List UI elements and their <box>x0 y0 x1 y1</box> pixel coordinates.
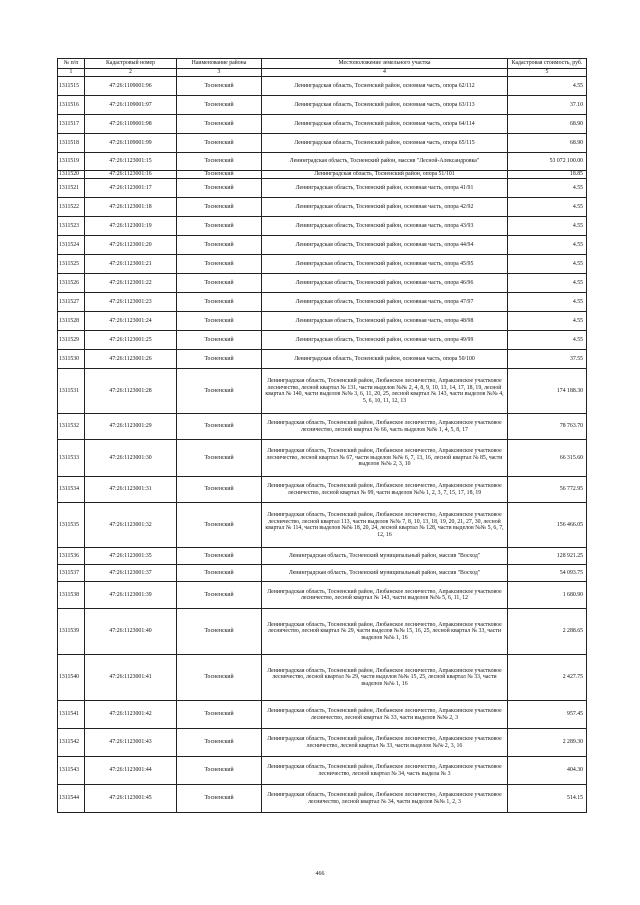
cadastral-value: 957.45 <box>508 701 587 729</box>
cadastral-number: 47:26:1123001:17 <box>85 179 177 198</box>
location-text: Ленинградская область, Тосненский район, Любанское лесничество, Апраксинское участковое лесничество, лесной квартал 113, части выделов №№ 7, 8, 10, 13, 18, 19, 20, 21, 27, 30, лесной квартал № 114, части выделов №№ 18, 20, 24, лесной квартал № 128, части выделов №№ 5, 6, 7, 12, 16 <box>262 503 508 548</box>
table-row <box>58 179 587 198</box>
district-name: Тосненский <box>177 477 262 503</box>
row-number: 1311515 <box>58 77 85 96</box>
row-number: 1311543 <box>58 757 85 785</box>
cadastral-value: 4.55 <box>508 236 587 255</box>
location-text: Ленинградская область, Тосненский район, основная часть, опора 48/98 <box>262 312 508 331</box>
location-text: Ленинградская область, Тосненский район, Любанское лесничество, Апраксинское участковое лесничество, лесной квартал № 143, части выделов №№ 5, 6, 11, 12 <box>262 582 508 609</box>
district-name: Тосненский <box>177 134 262 153</box>
table-row <box>58 785 587 813</box>
table-header <box>58 59 587 77</box>
location-text: Ленинградская область, Тосненский район, основная часть, опора 41/91 <box>262 179 508 198</box>
row-number: 1311523 <box>58 217 85 236</box>
row-number: 1311536 <box>58 548 85 565</box>
location-text: Ленинградская область, Тосненский район, опора 51/101 <box>262 171 508 179</box>
table-row <box>58 757 587 785</box>
cadastral-number: 47:26:1123001:25 <box>85 331 177 350</box>
table-row <box>58 274 587 293</box>
cadastral-number: 47:26:1123001:39 <box>85 582 177 609</box>
district-name: Тосненский <box>177 77 262 96</box>
cadastral-number: 47:26:1123001:24 <box>85 312 177 331</box>
location-text: Ленинградская область, Тосненский район, основная часть, опора 49/99 <box>262 331 508 350</box>
header-col-number: 2 <box>85 69 177 77</box>
table-row <box>58 293 587 312</box>
row-number: 1311532 <box>58 414 85 440</box>
cadastral-value: 2 289.30 <box>508 729 587 757</box>
row-number: 1311525 <box>58 255 85 274</box>
table-body <box>58 77 587 813</box>
table-row <box>58 96 587 115</box>
row-number: 1311530 <box>58 350 85 369</box>
cadastral-number: 47:26:1123001:21 <box>85 255 177 274</box>
location-text: Ленинградская область, Тосненский район, Любанское лесничество, Апраксинское участковое лесничество, лесной квартал № 33, части выделов №№ 2, 3 <box>262 701 508 729</box>
location-text: Ленинградская область, Тосненский район, основная часть, опора 43/93 <box>262 217 508 236</box>
district-name: Тосненский <box>177 293 262 312</box>
table-row <box>58 701 587 729</box>
row-number: 1311526 <box>58 274 85 293</box>
district-name: Тосненский <box>177 274 262 293</box>
district-name: Тосненский <box>177 115 262 134</box>
table-row <box>58 255 587 274</box>
table-row <box>58 217 587 236</box>
row-number: 1311534 <box>58 477 85 503</box>
cadastral-value: 1 680.90 <box>508 582 587 609</box>
row-number: 1311529 <box>58 331 85 350</box>
cadastral-number: 47:26:1123001:43 <box>85 729 177 757</box>
cadastral-number: 47:26:1123001:29 <box>85 414 177 440</box>
location-text: Ленинградская область, Тосненский район, Любанское лесничество, Апраксинское участковое лесничество, лесной квартал № 34, части выделов №№ 1, 2, 3 <box>262 785 508 813</box>
row-number: 1311540 <box>58 655 85 701</box>
cadastral-value: 404.30 <box>508 757 587 785</box>
cadastral-number: 47:26:1123001:37 <box>85 565 177 582</box>
district-name: Тосненский <box>177 729 262 757</box>
row-number: 1311531 <box>58 369 85 414</box>
cadastral-value: 2 288.65 <box>508 609 587 655</box>
table-row <box>58 503 587 548</box>
table-row <box>58 198 587 217</box>
header-cadastral-number: Кадастровый номер <box>85 59 177 69</box>
table-row <box>58 582 587 609</box>
header-col-number: 5 <box>508 69 587 77</box>
cadastral-number: 47:26:1123001:31 <box>85 477 177 503</box>
table-row <box>58 729 587 757</box>
district-name: Тосненский <box>177 440 262 477</box>
header-num: № п/п <box>58 59 85 69</box>
cadastral-number: 47:26:1123001:20 <box>85 236 177 255</box>
cadastral-number: 47:26:1123001:15 <box>85 153 177 171</box>
table-row <box>58 236 587 255</box>
row-number: 1311538 <box>58 582 85 609</box>
location-text: Ленинградская область, Тосненский район, основная часть, опора 62/112 <box>262 77 508 96</box>
table-row <box>58 548 587 565</box>
header-location: Местоположение земельного участка <box>262 59 508 69</box>
cadastral-number: 47:26:1123001:35 <box>85 548 177 565</box>
cadastral-value: 68.90 <box>508 134 587 153</box>
cadastral-value: 78 763.70 <box>508 414 587 440</box>
cadastral-value: 37.10 <box>508 96 587 115</box>
district-name: Тосненский <box>177 582 262 609</box>
cadastral-value: 4.55 <box>508 255 587 274</box>
row-number: 1311535 <box>58 503 85 548</box>
row-number: 1311528 <box>58 312 85 331</box>
cadastral-number: 47:26:1123001:28 <box>85 369 177 414</box>
location-text: Ленинградская область, Тосненский муниципальный район, массив "Восход" <box>262 565 508 582</box>
location-text: Ленинградская область, Тосненский район, основная часть, опора 65/115 <box>262 134 508 153</box>
cadastral-value: 53 072 100.00 <box>508 153 587 171</box>
district-name: Тосненский <box>177 350 262 369</box>
location-text: Ленинградская область, Тосненский район, основная часть, опора 42/92 <box>262 198 508 217</box>
cadastral-value: 4.55 <box>508 198 587 217</box>
location-text: Ленинградская область, Тосненский район, Любанское лесничество, Апраксинское участковое лесничество, лесной квартал № 29, части выделов №№ 15, 16, 25, лесной квартал № 33, части выделов №№ 1, 16 <box>262 609 508 655</box>
cadastral-number: 47:26:1123001:42 <box>85 701 177 729</box>
row-number: 1311541 <box>58 701 85 729</box>
row-number: 1311516 <box>58 96 85 115</box>
cadastral-value: 56 772.95 <box>508 477 587 503</box>
cadastral-value: 4.55 <box>508 77 587 96</box>
district-name: Тосненский <box>177 96 262 115</box>
cadastral-number: 47:26:1123001:30 <box>85 440 177 477</box>
cadastral-value: 68.90 <box>508 115 587 134</box>
district-name: Тосненский <box>177 414 262 440</box>
district-name: Тосненский <box>177 701 262 729</box>
header-value: Кадастровая стоимость, руб. <box>508 59 587 69</box>
district-name: Тосненский <box>177 217 262 236</box>
cadastral-value: 514.15 <box>508 785 587 813</box>
cadastral-number: 47:26:1109001:96 <box>85 77 177 96</box>
district-name: Тосненский <box>177 331 262 350</box>
district-name: Тосненский <box>177 198 262 217</box>
table-row <box>58 655 587 701</box>
table-row <box>58 350 587 369</box>
row-number: 1311517 <box>58 115 85 134</box>
cadastral-value: 4.55 <box>508 331 587 350</box>
location-text: Ленинградская область, Тосненский район, массив "Лесной-Александровка" <box>262 153 508 171</box>
location-text: Ленинградская область, Тосненский район, основная часть, опора 50/100 <box>262 350 508 369</box>
district-name: Тосненский <box>177 757 262 785</box>
table-row <box>58 369 587 414</box>
district-name: Тосненский <box>177 312 262 331</box>
table-row <box>58 440 587 477</box>
table-row <box>58 153 587 171</box>
row-number: 1311537 <box>58 565 85 582</box>
cadastral-value: 128 921.25 <box>508 548 587 565</box>
location-text: Ленинградская область, Тосненский район, Любанское лесничество, Апраксинское участковое лесничество, лесной квартал № 67, части выделов №№ 6, 7, 13, 16, лесной квартал № 85, части выделов №№ 2, 3, 10 <box>262 440 508 477</box>
location-text: Ленинградская область, Тосненский район, основная часть, опора 47/97 <box>262 293 508 312</box>
district-name: Тосненский <box>177 548 262 565</box>
cadastral-value: 4.55 <box>508 217 587 236</box>
location-text: Ленинградская область, Тосненский район, Любанское лесничество, Апраксинское участковое лесничество, лесной квартал № 131, части выделов №№ 2, 4, 8, 9, 10, 13, 14, 17, 18, 19, лесной квартал № 140, части выделов №№ 3, 6, 11, 20, 25, лесной квартал № 143, части выделов №№ 4, 5, 6, 10, 11, 12, 13 <box>262 369 508 414</box>
location-text: Ленинградская область, Тосненский район, Любанское лесничество, Апраксинское участковое лесничество, лесной квартал № 33, части выделов №№ 2, 3, 16 <box>262 729 508 757</box>
district-name: Тосненский <box>177 609 262 655</box>
cadastral-value: 4.55 <box>508 179 587 198</box>
district-name: Тосненский <box>177 255 262 274</box>
district-name: Тосненский <box>177 369 262 414</box>
cadastral-number: 47:26:1123001:40 <box>85 609 177 655</box>
cadastral-number: 47:26:1123001:45 <box>85 785 177 813</box>
cadastral-value: 4.55 <box>508 312 587 331</box>
location-text: Ленинградская область, Тосненский район, основная часть, опора 46/96 <box>262 274 508 293</box>
table-row <box>58 331 587 350</box>
district-name: Тосненский <box>177 153 262 171</box>
location-text: Ленинградская область, Тосненский район, Любанское лесничество, Апраксинское участковое лесничество, лесной квартал № 99, части выделов №№ 1, 2, 3, 7, 15, 17, 18, 19 <box>262 477 508 503</box>
district-name: Тосненский <box>177 171 262 179</box>
cadastral-number: 47:26:1123001:26 <box>85 350 177 369</box>
document-page <box>57 58 586 813</box>
table-row <box>58 609 587 655</box>
cadastral-value: 54 093.75 <box>508 565 587 582</box>
row-number: 1311542 <box>58 729 85 757</box>
table-row <box>58 171 587 179</box>
cadastral-number: 47:26:1109001:98 <box>85 115 177 134</box>
row-number: 1311521 <box>58 179 85 198</box>
row-number: 1311518 <box>58 134 85 153</box>
district-name: Тосненский <box>177 655 262 701</box>
cadastral-number: 47:26:1123001:41 <box>85 655 177 701</box>
cadastral-number: 47:26:1109001:99 <box>85 134 177 153</box>
row-number: 1311522 <box>58 198 85 217</box>
page-number: 466 <box>315 871 325 877</box>
cadastral-value-table <box>57 58 587 813</box>
cadastral-value: 156 466.05 <box>508 503 587 548</box>
cadastral-value: 37.55 <box>508 350 587 369</box>
district-name: Тосненский <box>177 785 262 813</box>
cadastral-value: 2 427.75 <box>508 655 587 701</box>
cadastral-value: 4.55 <box>508 274 587 293</box>
district-name: Тосненский <box>177 565 262 582</box>
cadastral-value: 174 188.30 <box>508 369 587 414</box>
table-row <box>58 312 587 331</box>
row-number: 1311520 <box>58 171 85 179</box>
cadastral-number: 47:26:1123001:22 <box>85 274 177 293</box>
row-number: 1311519 <box>58 153 85 171</box>
header-col-number: 1 <box>58 69 85 77</box>
table-row <box>58 477 587 503</box>
cadastral-number: 47:26:1123001:32 <box>85 503 177 548</box>
cadastral-number: 47:26:1109001:97 <box>85 96 177 115</box>
location-text: Ленинградская область, Тосненский район, Любанское лесничество, Апраксинское участковое лесничество, лесной квартал № 29, части выделов №№ 15, 25, лесной квартал № 33, части выделов №№ 1, 16 <box>262 655 508 701</box>
table-row <box>58 414 587 440</box>
cadastral-value: 4.55 <box>508 293 587 312</box>
district-name: Тосненский <box>177 236 262 255</box>
row-number: 1311533 <box>58 440 85 477</box>
header-col-number: 3 <box>177 69 262 77</box>
location-text: Ленинградская область, Тосненский район, основная часть, опора 63/113 <box>262 96 508 115</box>
table-row <box>58 565 587 582</box>
row-number: 1311527 <box>58 293 85 312</box>
cadastral-value: 66 315.60 <box>508 440 587 477</box>
row-number: 1311524 <box>58 236 85 255</box>
table-row <box>58 134 587 153</box>
location-text: Ленинградская область, Тосненский район, основная часть, опора 45/95 <box>262 255 508 274</box>
location-text: Ленинградская область, Тосненский район, Любанское лесничество, Апраксинское участковое лесничество, лесной квартал № 34, часть выдела № 3 <box>262 757 508 785</box>
location-text: Ленинградская область, Тосненский район, основная часть, опора 44/94 <box>262 236 508 255</box>
location-text: Ленинградская область, Тосненский район, основная часть, опора 64/114 <box>262 115 508 134</box>
cadastral-number: 47:26:1123001:23 <box>85 293 177 312</box>
row-number: 1311539 <box>58 609 85 655</box>
header-col-number: 4 <box>262 69 508 77</box>
row-number: 1311544 <box>58 785 85 813</box>
cadastral-value: 18.85 <box>508 171 587 179</box>
cadastral-number: 47:26:1123001:16 <box>85 171 177 179</box>
header-district: Наименование района <box>177 59 262 69</box>
table-row <box>58 77 587 96</box>
district-name: Тосненский <box>177 503 262 548</box>
district-name: Тосненский <box>177 179 262 198</box>
cadastral-number: 47:26:1123001:44 <box>85 757 177 785</box>
table-row <box>58 115 587 134</box>
cadastral-number: 47:26:1123001:19 <box>85 217 177 236</box>
location-text: Ленинградская область, Тосненский муниципальный район, массив "Восход" <box>262 548 508 565</box>
location-text: Ленинградская область, Тосненский район, Любанское лесничество, Апраксинское участковое лесничество, лесной квартал № 66, часть выделов №№ 1, 4, 5, 8, 17 <box>262 414 508 440</box>
cadastral-number: 47:26:1123001:18 <box>85 198 177 217</box>
